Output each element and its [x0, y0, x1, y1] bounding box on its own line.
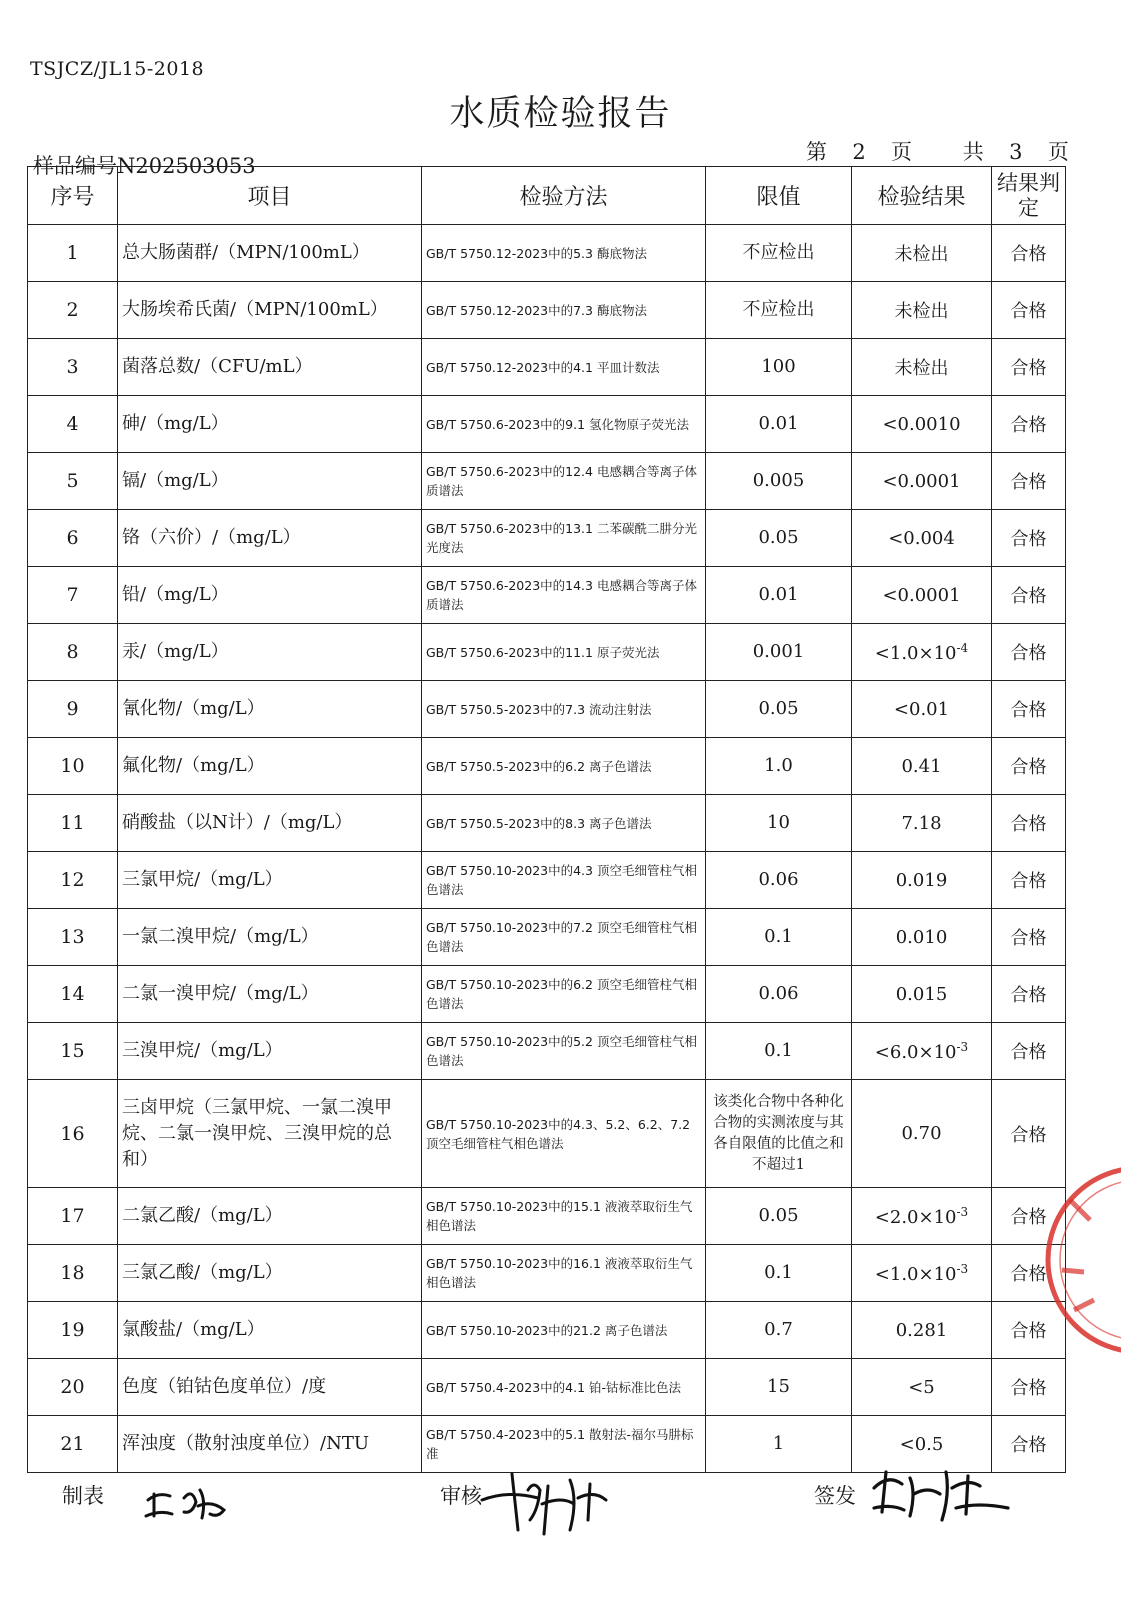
limit-value: 0.1	[706, 1023, 852, 1080]
item-name: 铬（六价）/（mg/L）	[118, 510, 422, 567]
row-number: 11	[28, 795, 118, 852]
result-value: <0.01	[893, 698, 950, 720]
test-result	[852, 567, 992, 624]
page-indicator: 第 2 页 共 3 页	[806, 140, 1069, 164]
test-method: GB/T 5750.10-2023中的6.2 顶空毛细管柱气相色谱法	[422, 966, 706, 1023]
row-number: 10	[28, 738, 118, 795]
table-row	[28, 795, 1066, 852]
limit-value: 0.005	[706, 453, 852, 510]
test-result	[852, 1302, 992, 1359]
table-row	[28, 681, 1066, 738]
judgement: 合格	[992, 1023, 1066, 1080]
row-number: 20	[28, 1359, 118, 1416]
result-exponent: -3	[956, 1204, 969, 1219]
result-value: <0.004	[888, 527, 955, 549]
sample-number-label: 样品编号	[33, 154, 117, 178]
table-row	[28, 1359, 1066, 1416]
judgement: 合格	[992, 339, 1066, 396]
judgement: 合格	[992, 795, 1066, 852]
test-result	[852, 1188, 992, 1245]
item-name: 菌落总数/（CFU/mL）	[118, 339, 422, 396]
col-header-limit: 限值	[706, 167, 852, 225]
report-title: 水质检验报告	[449, 94, 672, 134]
limit-value: 0.06	[706, 966, 852, 1023]
limit-value: 15	[706, 1359, 852, 1416]
item-name: 镉/（mg/L）	[118, 453, 422, 510]
judgement: 合格	[992, 453, 1066, 510]
limit-value: 0.1	[706, 1245, 852, 1302]
row-number: 12	[28, 852, 118, 909]
item-name: 硝酸盐（以N计）/（mg/L）	[118, 795, 422, 852]
item-name: 三溴甲烷/（mg/L）	[118, 1023, 422, 1080]
table-row	[28, 1302, 1066, 1359]
test-method: GB/T 5750.12-2023中的7.3 酶底物法	[422, 282, 706, 339]
limit-value: 该类化合物中各种化合物的实测浓度与其各自限值的比值之和不超过1	[706, 1080, 852, 1188]
row-number: 18	[28, 1245, 118, 1302]
judgement: 合格	[992, 1416, 1066, 1473]
test-result	[852, 681, 992, 738]
item-name: 铅/（mg/L）	[118, 567, 422, 624]
test-result	[852, 453, 992, 510]
reviewed-signature	[478, 1460, 618, 1540]
test-result	[852, 966, 992, 1023]
table-row	[28, 909, 1066, 966]
test-method: GB/T 5750.6-2023中的11.1 原子荧光法	[422, 624, 706, 681]
table-row	[28, 567, 1066, 624]
issued-signature	[868, 1458, 1018, 1528]
test-result	[852, 225, 992, 282]
table-row	[28, 1080, 1066, 1188]
row-number: 13	[28, 909, 118, 966]
test-method: GB/T 5750.6-2023中的12.4 电感耦合等离子体质谱法	[422, 453, 706, 510]
result-value: <1.0×10	[874, 642, 957, 664]
item-name: 大肠埃希氏菌/（MPN/100mL）	[118, 282, 422, 339]
test-method: GB/T 5750.5-2023中的8.3 离子色谱法	[422, 795, 706, 852]
table-row	[28, 738, 1066, 795]
row-number: 15	[28, 1023, 118, 1080]
result-value: <0.0001	[882, 584, 961, 606]
item-name: 一氯二溴甲烷/（mg/L）	[118, 909, 422, 966]
result-value: 未检出	[894, 301, 949, 322]
sample-number-value: N202503053	[117, 154, 256, 178]
official-seal-stamp	[1040, 1160, 1121, 1360]
document-code: TSJCZ/JL15-2018	[30, 58, 205, 80]
item-name: 色度（铂钴色度单位）/度	[118, 1359, 422, 1416]
result-value: <0.0010	[882, 413, 961, 435]
item-name: 三氯乙酸/（mg/L）	[118, 1245, 422, 1302]
result-value: 7.18	[901, 812, 942, 834]
test-method: GB/T 5750.12-2023中的5.3 酶底物法	[422, 225, 706, 282]
issued-by-label: 签发	[814, 1484, 856, 1508]
result-value: 0.010	[895, 926, 948, 948]
reviewed-by-label: 审核	[440, 1484, 482, 1508]
judgement: 合格	[992, 282, 1066, 339]
test-method: GB/T 5750.5-2023中的7.3 流动注射法	[422, 681, 706, 738]
test-method: GB/T 5750.10-2023中的4.3、5.2、6.2、7.2 顶空毛细管柱气相色谱法	[422, 1080, 706, 1188]
test-result	[852, 852, 992, 909]
prepared-by-label: 制表	[62, 1484, 104, 1508]
row-number: 7	[28, 567, 118, 624]
judgement: 合格	[992, 852, 1066, 909]
row-number: 4	[28, 396, 118, 453]
test-method: GB/T 5750.10-2023中的5.2 顶空毛细管柱气相色谱法	[422, 1023, 706, 1080]
result-value: 0.019	[895, 869, 948, 891]
result-value: 0.70	[901, 1123, 942, 1144]
row-number: 6	[28, 510, 118, 567]
test-method: GB/T 5750.6-2023中的13.1 二苯碳酰二肼分光光度法	[422, 510, 706, 567]
table-row	[28, 1023, 1066, 1080]
table-row	[28, 624, 1066, 681]
test-method: GB/T 5750.6-2023中的14.3 电感耦合等离子体质谱法	[422, 567, 706, 624]
test-method: GB/T 5750.10-2023中的21.2 离子色谱法	[422, 1302, 706, 1359]
col-header-no: 序号	[28, 167, 118, 225]
test-result	[852, 510, 992, 567]
limit-value: 0.7	[706, 1302, 852, 1359]
judgement: 合格	[992, 225, 1066, 282]
row-number: 21	[28, 1416, 118, 1473]
judgement: 合格	[992, 966, 1066, 1023]
limit-value: 0.05	[706, 1188, 852, 1245]
test-result	[852, 1080, 992, 1188]
item-name: 二氯乙酸/（mg/L）	[118, 1188, 422, 1245]
result-value: 未检出	[894, 244, 949, 265]
table-row	[28, 339, 1066, 396]
item-name: 三氯甲烷/（mg/L）	[118, 852, 422, 909]
test-result	[852, 909, 992, 966]
item-name: 砷/（mg/L）	[118, 396, 422, 453]
prepared-signature	[140, 1470, 240, 1530]
row-number: 16	[28, 1080, 118, 1188]
row-number: 19	[28, 1302, 118, 1359]
table-row	[28, 1188, 1066, 1245]
col-header-item: 项目	[118, 167, 422, 225]
item-name: 二氯一溴甲烷/（mg/L）	[118, 966, 422, 1023]
table-row	[28, 396, 1066, 453]
limit-value: 0.06	[706, 852, 852, 909]
col-header-method: 检验方法	[422, 167, 706, 225]
judgement: 合格	[992, 1080, 1066, 1188]
test-method: GB/T 5750.10-2023中的16.1 液液萃取衍生气相色谱法	[422, 1245, 706, 1302]
test-method: GB/T 5750.4-2023中的5.1 散射法-福尔马肼标准	[422, 1416, 706, 1473]
row-number: 8	[28, 624, 118, 681]
table-row	[28, 510, 1066, 567]
limit-value: 0.05	[706, 681, 852, 738]
test-result	[852, 624, 992, 681]
row-number: 2	[28, 282, 118, 339]
test-result	[852, 396, 992, 453]
table-row	[28, 1245, 1066, 1302]
result-value: <6.0×10	[874, 1041, 957, 1063]
limit-value: 1.0	[706, 738, 852, 795]
table-row	[28, 225, 1066, 282]
judgement: 合格	[992, 624, 1066, 681]
limit-value: 0.01	[706, 396, 852, 453]
test-result	[852, 1359, 992, 1416]
table-row	[28, 852, 1066, 909]
limit-value: 不应检出	[706, 225, 852, 282]
result-value: 0.41	[901, 755, 942, 777]
test-method: GB/T 5750.4-2023中的4.1 铂-钴标准比色法	[422, 1359, 706, 1416]
row-number: 17	[28, 1188, 118, 1245]
test-method: GB/T 5750.10-2023中的15.1 液液萃取衍生气相色谱法	[422, 1188, 706, 1245]
limit-value: 0.05	[706, 510, 852, 567]
judgement: 合格	[992, 1188, 1066, 1245]
table-body	[28, 225, 1066, 1473]
test-result	[852, 1245, 992, 1302]
result-value: <2.0×10	[874, 1206, 957, 1228]
judgement: 合格	[992, 510, 1066, 567]
limit-value: 10	[706, 795, 852, 852]
limit-value: 1	[706, 1416, 852, 1473]
result-value: <1.0×10	[874, 1263, 957, 1285]
item-name: 氯酸盐/（mg/L）	[118, 1302, 422, 1359]
test-result	[852, 738, 992, 795]
result-exponent: -4	[956, 640, 969, 655]
item-name: 氟化物/（mg/L）	[118, 738, 422, 795]
judgement: 合格	[992, 567, 1066, 624]
row-number: 1	[28, 225, 118, 282]
result-exponent: -3	[956, 1039, 969, 1054]
test-method: GB/T 5750.10-2023中的4.3 顶空毛细管柱气相色谱法	[422, 852, 706, 909]
test-method: GB/T 5750.5-2023中的6.2 离子色谱法	[422, 738, 706, 795]
col-header-result: 检验结果	[852, 167, 992, 225]
result-value: <5	[908, 1376, 935, 1398]
judgement: 合格	[992, 1359, 1066, 1416]
col-header-judgement: 结果判定	[992, 167, 1066, 225]
judgement: 合格	[992, 738, 1066, 795]
row-number: 5	[28, 453, 118, 510]
row-number: 3	[28, 339, 118, 396]
row-number: 14	[28, 966, 118, 1023]
table-header-row	[28, 167, 1066, 225]
row-number: 9	[28, 681, 118, 738]
test-result	[852, 339, 992, 396]
judgement: 合格	[992, 1302, 1066, 1359]
test-method: GB/T 5750.6-2023中的9.1 氢化物原子荧光法	[422, 396, 706, 453]
judgement: 合格	[992, 1245, 1066, 1302]
limit-value: 不应检出	[706, 282, 852, 339]
table-row	[28, 453, 1066, 510]
limit-value: 0.01	[706, 567, 852, 624]
result-exponent: -3	[956, 1261, 969, 1276]
item-name: 总大肠菌群/（MPN/100mL）	[118, 225, 422, 282]
result-value: 未检出	[894, 358, 949, 379]
result-value: 0.281	[895, 1319, 948, 1341]
item-name: 氰化物/（mg/L）	[118, 681, 422, 738]
test-result	[852, 795, 992, 852]
table-row	[28, 966, 1066, 1023]
limit-value: 100	[706, 339, 852, 396]
result-value: <0.0001	[882, 470, 961, 492]
item-name: 汞/（mg/L）	[118, 624, 422, 681]
limit-value: 0.1	[706, 909, 852, 966]
item-name: 浑浊度（散射浊度单位）/NTU	[118, 1416, 422, 1473]
item-name: 三卤甲烷（三氯甲烷、一氯二溴甲烷、二氯一溴甲烷、三溴甲烷的总和）	[118, 1080, 422, 1188]
table-row	[28, 282, 1066, 339]
test-result	[852, 1023, 992, 1080]
judgement: 合格	[992, 396, 1066, 453]
judgement: 合格	[992, 681, 1066, 738]
inspection-table	[27, 166, 1066, 1473]
judgement: 合格	[992, 909, 1066, 966]
result-value: <0.5	[899, 1433, 944, 1455]
result-value: 0.015	[895, 983, 948, 1005]
limit-value: 0.001	[706, 624, 852, 681]
test-result	[852, 282, 992, 339]
test-method: GB/T 5750.10-2023中的7.2 顶空毛细管柱气相色谱法	[422, 909, 706, 966]
test-method: GB/T 5750.12-2023中的4.1 平皿计数法	[422, 339, 706, 396]
